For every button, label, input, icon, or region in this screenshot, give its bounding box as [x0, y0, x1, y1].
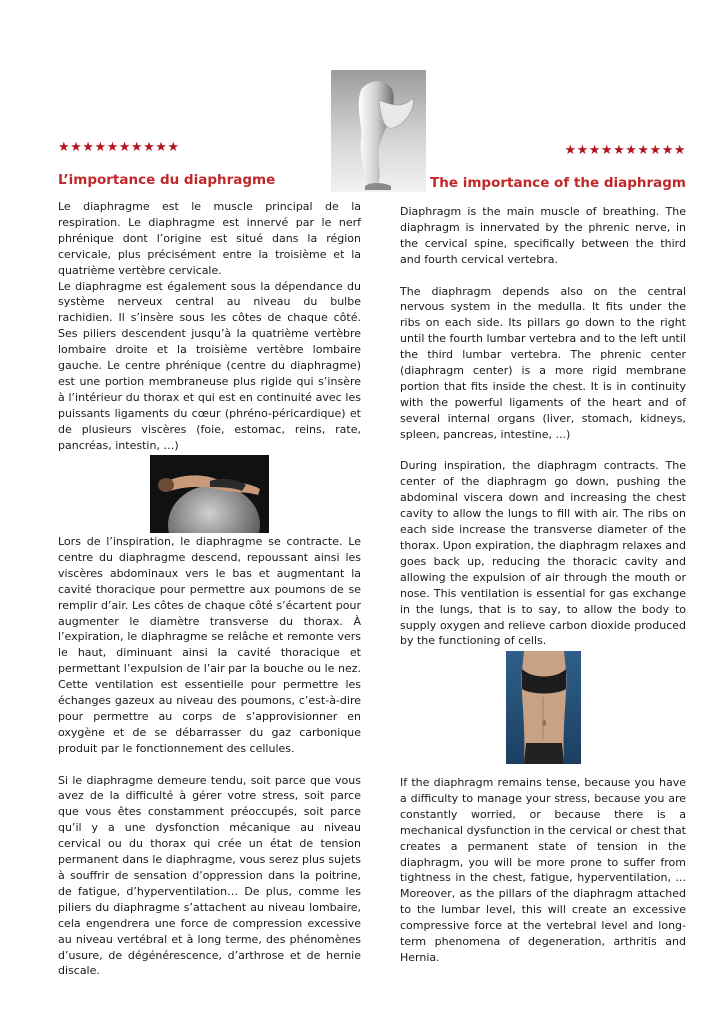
left-paragraph-1: Le diaphragme est le muscle principal de la respiration. Le diaphragme est innervé par le nerf phrénique dont l’origine est situé dans la région cervicale, plus précisément entre la troisième et la quatrième vertèbre cervicale.	[58, 200, 361, 277]
left-paragraph-2: Le diaphragme est également sous la dépendance du système nerveux central au niveau du bulbe rachidien. Il s’insère sous les côtes de chaque côté. Ses piliers descendent jusqu’à la quatrième vertèbre lombaire droite et la troisième vertèbre lombaire gauche. Le centre phrénique (centre du diaphragme) est une portion membraneuse plus rigide qui s’insère à l’intérieur du thorax et qui est en continuité avec les puissants ligaments du cœur (phréno-péricardique) et de plusieurs viscères (foie, estomac, reins, rate, pancréas, intestin, …)	[58, 279, 361, 452]
exercise-ball-photo	[150, 455, 269, 533]
left-column-text-top	[58, 199, 361, 454]
right-paragraph-4: If the diaphragm remains tense, because you have a difficulty to manage your stress, because you are constantly worried, or because there is a mechanical dysfunction in the cervical or chest that creates a permanent state of tension in the diaphragm, you will be more prone to suffer from tightness in the chest, fatigue, hyperventilation, ... Moreover, as the pillars of the diaphragm attached to the lumbar level, this will create an excessive compressive force at the vertebral level and long-term phenomena of degeneration, arthritis and Hernia.	[400, 776, 686, 964]
torso-photo	[506, 651, 581, 764]
left-paragraph-3: Lors de l’inspiration, le diaphragme se contracte. Le centre du diaphragme descend, repoussant ainsi les viscères abdominaux vers le bas et augmentant la cavité thoracique pour permettre aux poumons de se remplir d’air. Les côtes de chaque côté s’écartent pour augmenter le diamètre transverse du thorax. À l’expiration, le diaphragme se relâche et remonte vers le haut, diminuant ainsi la cavité thoracique et permettant l’expulsion de l’air par la bouche ou le nez. Cette ventilation est essentielle pour permettre les échanges gazeux au niveau des poumons, c’est-à-dire pour permettre au corps de s’approvisionner en oxygène et de se débarrasser du gaz carbonique produit par le fonctionnement des cellules.	[58, 535, 361, 755]
right-paragraph-3: During inspiration, the diaphragm contracts. The center of the diaphragm go down, pushing the abdominal viscera down and increasing the chest cavity to allow the lungs to fill with air. The ribs on each side increase the transverse diameter of the thorax. Upon expiration, the diaphragm relaxes and goes back up, reducing the thoracic cavity and allowing the expulsion of air through the mouth or nose. This ventilation is essential for gas exchange in the lungs, that is to say, to allow the body to supply oxygen and relieve carbon dioxide produced by the functioning of cells.	[400, 459, 686, 648]
left-stars-divider: ★★★★★★★★★★	[58, 140, 180, 155]
right-paragraph-2: The diaphragm depends also on the central nervous system in the medulla. It fits under the ribs on each side. Its pillars go down to the right until the fourth lumbar vertebra and to the left until the third lumbar vertebra. The phrenic center (diaphragm center) is a more rigid membrane portion that fits inside the chest. It is in continuity with the powerful ligaments of the heart and of several internal organs (liver, stomach, kidneys, spleen, pancreas, intestine, ...)	[400, 284, 686, 441]
left-title: L’importance du diaphragme	[58, 172, 276, 188]
right-paragraph-1: Diaphragm is the main muscle of breathing. The diaphragm is innervated by the phrenic nerve, in the cervical spine, specifically between the third and fourth cervical vertebra.	[400, 205, 686, 266]
right-stars-divider: ★★★★★★★★★★	[564, 143, 686, 158]
right-column-text-bottom	[400, 775, 686, 966]
left-paragraph-4: Si le diaphragme demeure tendu, soit parce que vous avez de la difficulté à gérer votre stress, soit parce que vous êtes constamment préoccupés, soit parce qu’il y a une dysfonction mécanique au niveau cervical ou du thorax qui crée un état de tension permanent dans le diaphragme, vous serez plus sujets à souffrir de sensation d’oppression dans la poitrine, de fatigue, d’hyperventilation… De plus, comme les piliers du diaphragme s’attachent au niveau lombaire, cela engendrera une force de compression excessive au niveau vertébral et à long terme, des phénomènes d’usure, de dégénérescence, d’arthrose et de hernie discale.	[58, 773, 361, 978]
left-column-text-bottom	[58, 534, 361, 979]
right-title: The importance of the diaphragm	[430, 175, 686, 191]
right-column-text-top	[400, 204, 686, 649]
sculpture-photo	[331, 70, 426, 192]
